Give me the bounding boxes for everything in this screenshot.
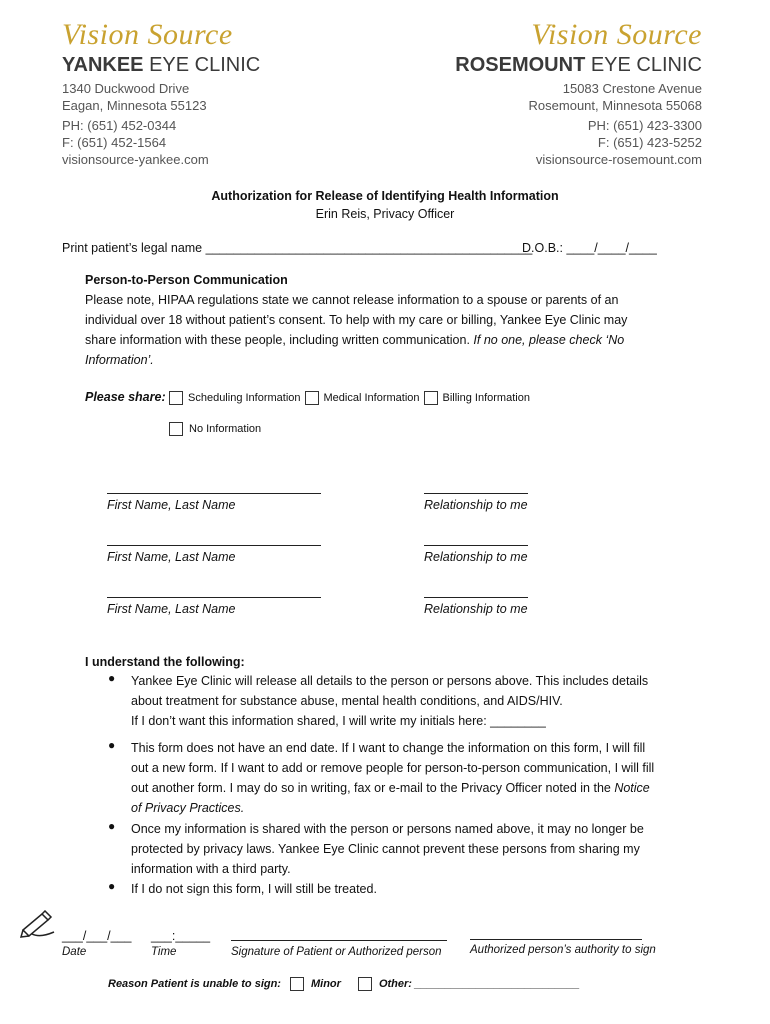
bullet-4-icon: ● — [108, 879, 116, 893]
contact-2-relationship-line[interactable] — [424, 545, 528, 546]
contact-2-name-caption: First Name, Last Name — [107, 550, 236, 564]
share-label: Please share: — [85, 390, 166, 404]
minor-label: Minor — [310, 978, 341, 990]
scheduling-checkbox[interactable] — [169, 391, 183, 405]
authority-line[interactable] — [470, 939, 642, 940]
medical-checkbox[interactable] — [305, 391, 319, 405]
dob-label: D.O.B.: — [522, 241, 563, 255]
billing-label: Billing Information — [442, 392, 530, 404]
right-brand-logo: Vision Source — [531, 18, 702, 51]
contact-3-name-line[interactable] — [107, 597, 321, 598]
date-label: Date — [62, 946, 87, 958]
bullet-1-icon: ● — [108, 671, 116, 685]
authority-label: Authorized person’s authority to sign — [470, 944, 656, 956]
patient-name-field[interactable]: _______________________________________________ — [205, 241, 533, 255]
contact-1-relationship-caption: Relationship to me — [424, 498, 528, 512]
scheduling-label: Scheduling Information — [188, 392, 301, 404]
reason-row — [108, 974, 579, 994]
time-label: Time — [151, 946, 177, 958]
bullet-3-icon: ● — [108, 819, 116, 833]
form-title: Authorization for Release of Identifying Health Information — [211, 189, 559, 203]
no-information-label: No Information — [189, 423, 262, 435]
billing-checkbox[interactable] — [424, 391, 438, 405]
patient-name-row — [62, 238, 532, 258]
reason-label: Reason Patient is unable to sign: — [108, 978, 281, 990]
bullet-1-text: Yankee Eye Clinic will release all details to the person or persons above. This includes details about treatment for substance abuse, mental health conditions, and AIDS/HIV. If I don’t want this information shared, I will write my initials here: ________ — [131, 674, 649, 728]
left-brand-logo: Vision Source — [62, 18, 233, 51]
right-clinic-address: 15083 Crestone Avenue Rosemount, Minnesota 55068 PH: (651) 423-3300 F: (651) 423-5252 visionsource-rosemount.com — [528, 81, 702, 167]
left-clinic-address: 1340 Duckwood Drive Eagan, Minnesota 55123 PH: (651) 452-0344 F: (651) 452-1564 visionsource-yankee.com — [62, 81, 209, 167]
contact-2-name-line[interactable] — [107, 545, 321, 546]
other-label: Other: — [378, 978, 412, 990]
bullet-2-icon: ● — [108, 738, 116, 752]
no-info-row — [169, 419, 261, 439]
medical-label: Medical Information — [323, 392, 420, 404]
form-subtitle: Erin Reis, Privacy Officer — [315, 207, 455, 221]
understand-heading: I understand the following: — [85, 655, 245, 669]
no-information-checkbox[interactable] — [169, 422, 183, 436]
p2p-paragraph: Please note, HIPAA regulations state we cannot release information to a spouse or parents of an individual over 18 without patient’s consent. To help with my care or billing, Yankee Eye Clinic may share information with these people, including written communication. If no one, please check ‘No Information’. — [85, 293, 628, 367]
date-field[interactable]: ___/___/___ — [62, 929, 132, 943]
pen-signature-icon — [20, 910, 56, 943]
contact-3-relationship-caption: Relationship to me — [424, 602, 528, 616]
contact-3-name-caption: First Name, Last Name — [107, 602, 236, 616]
p2p-heading: Person-to-Person Communication — [85, 273, 288, 287]
minor-checkbox[interactable] — [290, 977, 304, 991]
bullet-3-text: Once my information is shared with the person or persons named above, it may no longer be protected by privacy laws. Yankee Eye Clinic cannot prevent these persons from sharing my information with a third party. — [131, 822, 644, 876]
contact-2-relationship-caption: Relationship to me — [424, 550, 528, 564]
bullet-2-text: This form does not have an end date. If I want to change the information on this form, I will fill out a new form. If I want to add or remove people for person-to-person communication, I will fill out another form. I may do so in writing, fax or e-mail to the Privacy Officer noted in the Notice of Privacy Practices. — [131, 741, 655, 815]
other-checkbox[interactable] — [358, 977, 372, 991]
contact-1-name-caption: First Name, Last Name — [107, 498, 236, 512]
contact-1-relationship-line[interactable] — [424, 493, 528, 494]
time-field[interactable]: ___:_____ — [151, 929, 211, 943]
contact-1-name-line[interactable] — [107, 493, 321, 494]
other-field[interactable]: ___________________________ — [413, 978, 580, 990]
contact-3-relationship-line[interactable] — [424, 597, 528, 598]
signature-label: Signature of Patient or Authorized person — [231, 946, 442, 958]
patient-name-label: Print patient’s legal name — [62, 241, 203, 255]
left-clinic-name: YANKEE EYE CLINIC — [62, 54, 261, 76]
bullet-4-text: If I do not sign this form, I will still be treated. — [131, 882, 377, 896]
signature-line[interactable] — [231, 940, 447, 941]
dob-field[interactable]: ____/____/____ — [566, 241, 657, 255]
share-options-row — [169, 388, 530, 408]
right-clinic-name: ROSEMOUNT EYE CLINIC — [455, 54, 702, 76]
dob-row — [522, 238, 657, 258]
